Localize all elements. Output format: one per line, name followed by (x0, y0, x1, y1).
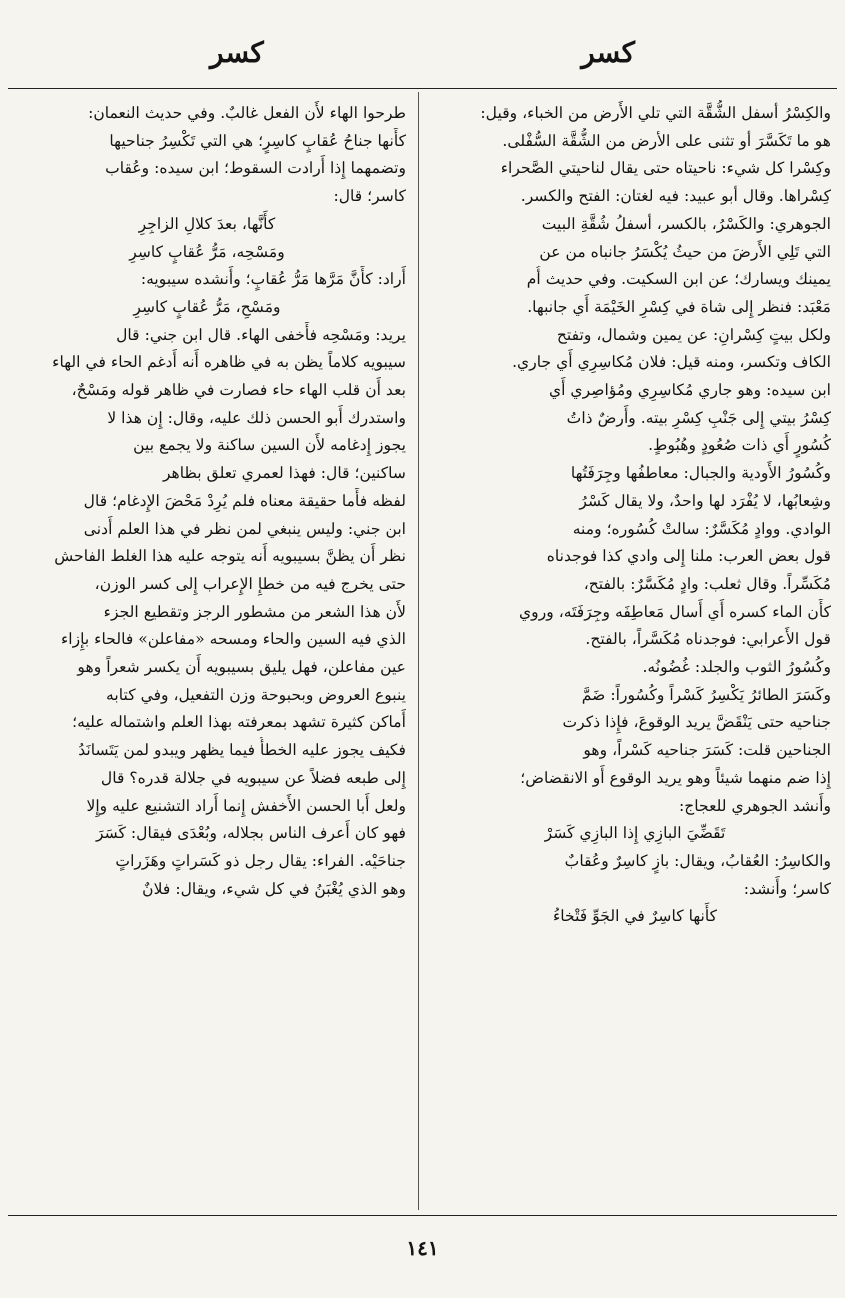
text-line: يريد: ومَسْحِه فأَخفى الهاء. قال ابن جني: قال (116, 325, 406, 344)
text-line: إِلى طبعه فضلاً عن سيبويه في جلالة قدره؟ قال (100, 768, 406, 787)
text-line: وكَسَرَ الطائرُ يَكْسِرُ كَسْراً وكُسُوراً: ضَمَّ (581, 685, 831, 704)
text-line: والكاسِرُ: العُقابُ، ويقال: بازٍ كاسِرٌ وعُقابٌ (564, 851, 831, 870)
top-rule (8, 88, 837, 89)
text-line: الذي فيه السين والحاء ومسحه «مفاعلن» فالحاء بإِزاء (60, 630, 406, 649)
header-word-right: كسر (581, 36, 635, 69)
left-column (8, 100, 406, 1210)
text-line: وأَنشد الجوهري للعجاج: (678, 796, 831, 815)
text-line: وكُسُورُ الثوب والجلد: غُضُونُه. (642, 658, 831, 677)
text-line: وهو الذي يُغْبَنُ في كل شيء، ويقال: فلانٌ (142, 879, 406, 898)
page-number: ١٤١ (406, 1236, 439, 1260)
text-line: سيبويه كلاماً يظن به في ظاهره أَنه أَدغم الحاء في الهاء (52, 353, 406, 372)
text-line: قول بعض العرب: ملنا إِلى وادي كذا فوجدناه (546, 547, 831, 566)
text-line: عين مفاعلن، فهل يليق بسيبويه أَن يكسر شعراً وهو (77, 658, 406, 677)
text-line: ساكنين؛ قال: فهذا لعمري تعلق بظاهر (162, 464, 406, 483)
text-line: نظر أَن يظنَّ بسيبويه أَنه يتوجه عليه هذا الغلط الفاحش (54, 547, 406, 566)
text-line: حتى يخرج فيه من خطإِ الإِعراب إِلى كسر الوزن، (94, 574, 406, 593)
header-word-left: كسر (210, 36, 264, 69)
column-divider (418, 92, 419, 1210)
text-line: أَماكن كثيرة تشهد بمعرفته بهذا العلم واشتماله عليه؛ (72, 713, 406, 732)
text-line: ولكل بيتٍ كِسْرانِ: عن يمين وشمال، وتفتح (556, 325, 831, 344)
text-line: ابن سيده: وهو جاري مُكاسِرِي ومُؤاصِري أَي (548, 381, 831, 400)
text-line: كِسْراها. وقال أبو عبيد: فيه لغتان: الفتح والكسر. (520, 187, 831, 206)
text-line: كأَنها جناحُ عُقابٍ كاسِرٍ؛ هي التي تَكْسِرُ جناحيها (109, 131, 406, 150)
text-line: الكاف وتكسر، ومنه قيل: فلان مُكاسِرِي أَي جاري. (512, 353, 831, 372)
verse-line: كأَنها كاسِرٌ في الجَوِّ فَتْخاءُ (552, 907, 718, 926)
text-line: الجوهري: والكَسْرُ، بالكسر، أسفلُ شُقَّةِ البيت (541, 214, 831, 233)
text-line: ينبوع العروض وبحبوحة وزن التفعيل، وفي كتابه (106, 685, 406, 704)
text-line: كِسْرُ بيتي إِلى جَنْبِ كِسْرِ بيته. وأَرضٌ ذاتُ (566, 408, 831, 427)
text-line: قول الأَعرابي: فوجدناه مُكَسَّراً، بالفتح. (585, 630, 831, 649)
verse-line: كأَنَّها، بعدَ كلالِ الزاجِرِ (138, 214, 276, 233)
text-line: يمينك ويسارك؛ عن ابن السكيت. وفي حديث أُم (526, 270, 831, 289)
text-line: كاسر؛ وأَنشد: (743, 879, 831, 898)
text-line: وشِعابُها، لا يُفْرَد لها واحدٌ، ولا يقال كَسْرُ (579, 491, 831, 510)
text-line: وكُسُورُ الأَودية والجبال: معاطفُها وجِرَفَتُها (570, 464, 831, 483)
text-line: كاسر؛ قال: (333, 187, 406, 206)
text-line: إِذا ضم منهما شيئاً وهو يريد الوقوع أَو الانقضاض؛ (520, 768, 831, 787)
right-column (439, 100, 831, 1210)
text-line: واستدرك أَبو الحسن ذلك عليه، وقال: إِن هذا لا (107, 408, 406, 427)
text-line: وكِسْرا كل شيء: ناحيتاه حتى يقال لناحيتي الصَّحراء (500, 159, 831, 178)
text-line: يجوز إِدغامه لأَن السين ساكنة ولا يجمع بين (133, 436, 406, 455)
text-line: أَراد: كأَنَّ مَرَّها مَرُّ عُقابٍ؛ وأَنشده سيبويه: (140, 270, 406, 289)
text-line: مَعْبَد: فنظر إِلى شاة في كِسْرِ الخَيْمَة أَي جانبها. (527, 297, 831, 316)
text-line: الوادي. ووادٍ مُكَسَّرٌ: سالتْ كُسُوره؛ ومنه (572, 519, 831, 538)
text-line: وتضمهما إِذا أَرادت السقوط؛ ابن سيده: وعُقاب (105, 159, 406, 178)
text-line: لأَن هذا الشعر من مشطور الرجز وتقطيع الجزء (103, 602, 406, 621)
text-line: هو ما تَكَسَّرَ أو تثنى على الأرض من الشُّقَّة السُّفْلى. (502, 131, 831, 150)
text-line: كأَن الماء كسره أَي أَسال مَعاطِفَه وجِرَفَتَه، وروي (518, 602, 831, 621)
text-line: والكِسْرُ أسفل الشُّقَّة التي تلي الأَرض من الخباء، وقيل: (480, 104, 831, 122)
text-line: جناحَيْه. الفراء: يقال رجل ذو كَسَراتٍ وهَزَراتٍ (115, 851, 406, 870)
text-line: ابن جني: وليس ينبغي لمن نظر في هذا العلم أَدنى (83, 519, 406, 538)
text-line: فكيف يجوز عليه الخطأُ فيما يظهر ويبدو لمن يَتَسانَدُ (78, 741, 406, 760)
text-line: جناحيه حتى يَنْقَضَّ يريد الوقوعَ، فإِذا ذكرت (562, 713, 831, 732)
verse-line: ومَسْحِ، مَرُّ عُقابٍ كاسِرِ (133, 297, 281, 316)
text-line: بعد أَن قلب الهاء حاء فصارت في ظاهر قوله ومَسْحٌ، (71, 381, 406, 400)
text-line: ولعل أَبا الحسن الأَخفش إِنما أَراد التشنيع عليه وإِلا (86, 796, 406, 815)
text-line: التي تَلِي الأَرضَ من حيثُ يُكْسَرُ جانباه من عن (539, 242, 831, 261)
text-line: لفظه فأَما حقيقة معناه فلم يُرِدْ مَحْضَ الإِدغام؛ قال (83, 491, 406, 510)
text-line: مُكَسِّراً. وقال ثعلب: وادٍ مُكَسَّرٌ: بالفتح، (583, 574, 831, 593)
text-line: الجناحين قلت: كَسَرَ جناحيه كَسْراً، وهو (583, 741, 831, 760)
text-line: طرحوا الهاء لأَن الفعل غالبٌ. وفي حديث النعمان: (88, 104, 406, 122)
verse-line: تَقَضِّيَ البازِي إِذا البازِي كَسَرْ (544, 824, 726, 843)
text-line: فهو كان أَعرف الناس بجلاله، وبُعْدَى فيقال: كَسَرَ (96, 824, 406, 843)
bottom-rule (8, 1215, 837, 1216)
text-line: كُسُورٍ أَي ذات صُعُودٍ وهُبُوطٍ. (648, 436, 831, 455)
verse-line: ومَسْحِه، مَرُّ عُقابٍ كاسِرِ (129, 242, 285, 261)
